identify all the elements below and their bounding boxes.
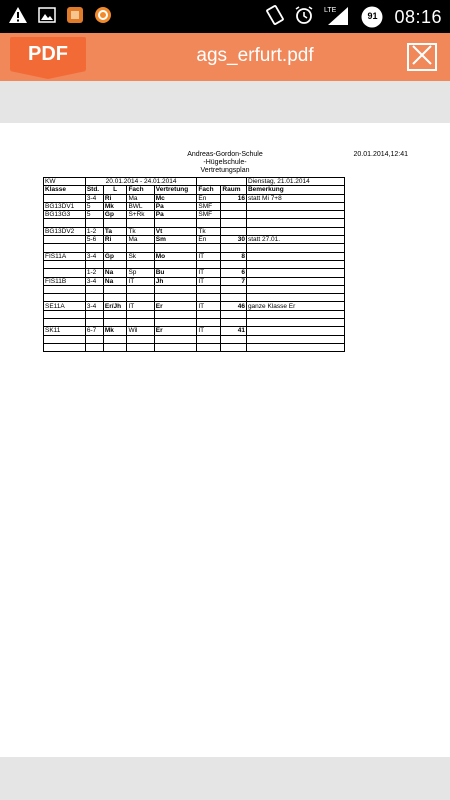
table-cell: 41: [221, 327, 247, 335]
school-name: Andreas-Gordon-Schule: [187, 151, 263, 158]
table-cell: Mk: [103, 202, 127, 210]
table-cell: [85, 294, 103, 302]
table-cell: 3-4: [85, 302, 103, 310]
table-week-row: [44, 178, 345, 186]
table-cell: [85, 260, 103, 268]
table-cell: SE11A: [44, 302, 86, 310]
table-row: [44, 194, 345, 202]
table-cell: Er: [154, 327, 197, 335]
table-cell: [85, 319, 103, 327]
table-cell: [221, 310, 247, 318]
table-cell: [221, 260, 247, 268]
table-cell: [246, 219, 344, 227]
table-row: [44, 319, 345, 327]
battery-icon: [360, 5, 384, 29]
table-cell: [127, 285, 154, 293]
table-cell: 6: [221, 269, 247, 277]
table-cell: Sp: [127, 269, 154, 277]
table-cell: [246, 252, 344, 260]
table-cell: [197, 244, 221, 252]
table-cell: [154, 343, 197, 351]
table-cell: [44, 343, 86, 351]
alarm-icon: [294, 5, 314, 29]
col-vertretung: Vertretung: [154, 186, 197, 194]
table-cell: [85, 244, 103, 252]
table-cell: SK11: [44, 327, 86, 335]
table-cell: [246, 294, 344, 302]
table-row: [44, 252, 345, 260]
table-cell: [197, 319, 221, 327]
table-cell: [85, 285, 103, 293]
table-cell: [246, 285, 344, 293]
table-cell: IT: [197, 327, 221, 335]
table-cell: [154, 260, 197, 268]
table-cell: Sm: [154, 236, 197, 244]
table-cell: 7: [221, 277, 247, 285]
table-cell: [246, 227, 344, 235]
app-icon: [66, 6, 84, 28]
notification-icons: [8, 6, 112, 28]
table-cell: 3-4: [85, 277, 103, 285]
table-cell: [127, 244, 154, 252]
table-cell: FIS11A: [44, 252, 86, 260]
table-cell: [103, 219, 127, 227]
table-cell: Na: [103, 277, 127, 285]
table-cell: IT: [197, 277, 221, 285]
battery-level: 91: [367, 11, 378, 21]
table-cell: Tk: [197, 227, 221, 235]
table-cell: [221, 211, 247, 219]
table-row: [44, 244, 345, 252]
table-cell: BG13DV1: [44, 202, 86, 210]
col-lehrer: L: [103, 186, 127, 194]
table-cell: Ma: [127, 236, 154, 244]
table-cell: [154, 319, 197, 327]
table-cell: [154, 219, 197, 227]
table-cell: [246, 327, 344, 335]
table-cell: [127, 219, 154, 227]
document-title: ags_erfurt.pdf: [196, 45, 314, 66]
table-cell: [246, 277, 344, 285]
table-cell: En: [197, 194, 221, 202]
table-cell: BG13DV2: [44, 227, 86, 235]
table-row: [44, 302, 345, 310]
pdf-badge[interactable]: [10, 37, 86, 71]
table-cell: [103, 260, 127, 268]
table-row: [44, 236, 345, 244]
table-cell: Pa: [154, 211, 197, 219]
table-cell: Gp: [103, 252, 127, 260]
table-cell: Ri: [103, 236, 127, 244]
table-row: [44, 219, 345, 227]
table-cell: [221, 319, 247, 327]
pdf-badge-label: PDF: [28, 42, 68, 65]
close-icon: [411, 45, 433, 69]
table-cell: [221, 202, 247, 210]
table-cell: 5-6: [85, 236, 103, 244]
table-cell: [154, 285, 197, 293]
table-cell: 5: [85, 211, 103, 219]
image-icon: [38, 7, 56, 27]
table-cell: IT: [197, 269, 221, 277]
table-row: [44, 269, 345, 277]
substitution-table: [43, 177, 345, 352]
table-cell: [246, 310, 344, 318]
table-cell: [44, 269, 86, 277]
table-cell: [44, 260, 86, 268]
col-raum: Raum: [221, 186, 247, 194]
table-row: [44, 310, 345, 318]
table-cell: [44, 285, 86, 293]
table-cell: 46: [221, 302, 247, 310]
table-cell: Mo: [154, 252, 197, 260]
table-cell: [44, 310, 86, 318]
table-cell: Ri: [103, 194, 127, 202]
week-range: 20.01.2014 - 24.01.2014: [85, 178, 197, 186]
table-cell: [44, 219, 86, 227]
table-cell: [246, 202, 344, 210]
col-fach: Fach: [127, 186, 154, 194]
svg-text:LTE: LTE: [324, 7, 337, 14]
table-cell: [127, 260, 154, 268]
table-cell: ganze Klasse Er: [246, 302, 344, 310]
table-cell: Sk: [127, 252, 154, 260]
table-cell: [221, 285, 247, 293]
table-cell: 5: [85, 202, 103, 210]
table-cell: [246, 319, 344, 327]
table-cell: [103, 294, 127, 302]
system-icons: [266, 4, 442, 30]
table-cell: [103, 310, 127, 318]
table-cell: statt Mi 7+8: [246, 194, 344, 202]
sync-icon: [94, 6, 112, 28]
table-cell: [246, 269, 344, 277]
table-cell: SMF: [197, 211, 221, 219]
table-cell: [246, 343, 344, 351]
table-cell: [221, 343, 247, 351]
day-label: Dienstag, 21.01.2014: [246, 178, 344, 186]
table-cell: [221, 244, 247, 252]
table-cell: 1-2: [85, 227, 103, 235]
table-cell: [103, 244, 127, 252]
table-cell: Er/Jh: [103, 302, 127, 310]
table-cell: IT: [127, 302, 154, 310]
table-cell: [154, 294, 197, 302]
table-cell: En: [197, 236, 221, 244]
table-cell: [127, 343, 154, 351]
table-row: [44, 227, 345, 235]
table-cell: [154, 310, 197, 318]
table-cell: [246, 244, 344, 252]
table-cell: IT: [127, 277, 154, 285]
table-cell: Vt: [154, 227, 197, 235]
table-cell: [85, 310, 103, 318]
table-cell: Mk: [103, 327, 127, 335]
pdf-page[interactable]: [0, 123, 450, 757]
col-klasse: Klasse: [44, 186, 86, 194]
table-cell: [197, 335, 221, 343]
table-header-row: [44, 186, 345, 194]
table-row: [44, 285, 345, 293]
table-cell: [197, 310, 221, 318]
table-cell: [44, 244, 86, 252]
table-cell: 3-4: [85, 252, 103, 260]
table-cell: FIS11B: [44, 277, 86, 285]
table-cell: [85, 343, 103, 351]
table-cell: [103, 343, 127, 351]
table-cell: [154, 335, 197, 343]
table-cell: [85, 219, 103, 227]
vibrate-icon: [266, 4, 284, 30]
table-cell: [44, 236, 86, 244]
table-cell: [221, 294, 247, 302]
col-std: Std.: [85, 186, 103, 194]
table-cell: 3-4: [85, 194, 103, 202]
table-cell: [246, 335, 344, 343]
table-row: [44, 211, 345, 219]
table-row: [44, 260, 345, 268]
table-cell: 30: [221, 236, 247, 244]
table-cell: 8: [221, 252, 247, 260]
table-cell: [85, 335, 103, 343]
table-cell: Pa: [154, 202, 197, 210]
table-cell: [44, 319, 86, 327]
table-cell: IT: [197, 302, 221, 310]
table-cell: [197, 219, 221, 227]
kw-label: KW: [44, 178, 86, 186]
table-cell: [154, 244, 197, 252]
table-cell: [127, 294, 154, 302]
spacer-cell: [197, 178, 247, 186]
table-cell: [197, 343, 221, 351]
warning-icon: [8, 6, 28, 28]
print-timestamp: 20.01.2014,12:41: [353, 151, 408, 158]
table-row: [44, 343, 345, 351]
col-fach-neu: Fach: [197, 186, 221, 194]
table-cell: [103, 319, 127, 327]
table-cell: [127, 319, 154, 327]
table-cell: Er: [154, 302, 197, 310]
table-row: [44, 327, 345, 335]
table-cell: IT: [197, 252, 221, 260]
table-cell: 1-2: [85, 269, 103, 277]
table-cell: S+Rk: [127, 211, 154, 219]
table-cell: [127, 310, 154, 318]
col-bemerkung: Bemerkung: [246, 186, 344, 194]
table-cell: [127, 335, 154, 343]
table-cell: SMF: [197, 202, 221, 210]
table-cell: Gp: [103, 211, 127, 219]
table-cell: Mc: [154, 194, 197, 202]
table-cell: Jh: [154, 277, 197, 285]
table-cell: [221, 219, 247, 227]
clock: 08:16: [394, 6, 442, 27]
table-cell: Na: [103, 269, 127, 277]
table-cell: [197, 294, 221, 302]
plan-title: Vertretungsplan: [200, 167, 250, 174]
school-subtitle: -Hügelschule-: [203, 159, 247, 166]
table-cell: Ma: [127, 194, 154, 202]
table-cell: [103, 335, 127, 343]
table-cell: [44, 194, 86, 202]
table-cell: [221, 227, 247, 235]
table-row: [44, 335, 345, 343]
table-cell: [103, 285, 127, 293]
signal-icon: [324, 4, 350, 30]
table-cell: [197, 260, 221, 268]
status-bar: [0, 0, 450, 33]
table-cell: Tk: [127, 227, 154, 235]
table-row: [44, 294, 345, 302]
table-cell: Wil: [127, 327, 154, 335]
table-cell: Bu: [154, 269, 197, 277]
table-cell: 16: [221, 194, 247, 202]
table-cell: BG13G3: [44, 211, 86, 219]
table-cell: [221, 335, 247, 343]
close-button[interactable]: [407, 43, 437, 71]
table-row: [44, 202, 345, 210]
table-cell: BWL: [127, 202, 154, 210]
table-cell: statt 27.01.: [246, 236, 344, 244]
app-bar: [0, 33, 450, 81]
table-cell: [197, 285, 221, 293]
table-cell: Ta: [103, 227, 127, 235]
table-cell: 6-7: [85, 327, 103, 335]
table-cell: [246, 211, 344, 219]
table-cell: [44, 294, 86, 302]
table-cell: [246, 260, 344, 268]
table-cell: [44, 335, 86, 343]
table-row: [44, 277, 345, 285]
